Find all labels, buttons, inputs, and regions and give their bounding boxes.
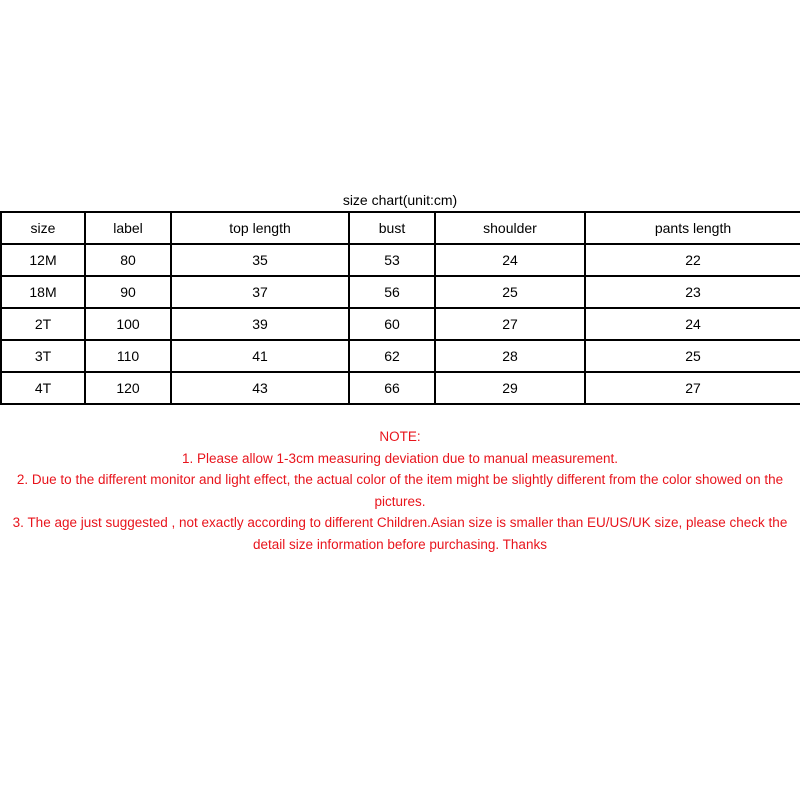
cell-pants-length: 27 (585, 372, 800, 404)
notes-section (0, 426, 800, 555)
cell-top-length: 39 (171, 308, 349, 340)
cell-bust: 53 (349, 244, 435, 276)
cell-shoulder: 25 (435, 276, 585, 308)
cell-pants-length: 22 (585, 244, 800, 276)
cell-label: 90 (85, 276, 171, 308)
column-header-label: label (85, 212, 171, 244)
note-item: 2. Due to the different monitor and light effect, the actual color of the item might be slightly different from the color showed on the pictures. (16, 472, 784, 509)
notes-heading: NOTE: (379, 429, 421, 444)
column-header-top-length: top length (171, 212, 349, 244)
table-title: size chart(unit:cm) (342, 192, 458, 208)
cell-bust: 66 (349, 372, 435, 404)
cell-label: 80 (85, 244, 171, 276)
column-header-pants-length: pants length (585, 212, 800, 244)
size-chart-table (0, 211, 800, 405)
cell-size: 2T (1, 308, 85, 340)
table-row (1, 340, 800, 372)
note-item: 1. Please allow 1-3cm measuring deviation due to manual measurement. (182, 450, 618, 466)
cell-shoulder: 29 (435, 372, 585, 404)
cell-shoulder: 24 (435, 244, 585, 276)
cell-bust: 62 (349, 340, 435, 372)
cell-size: 3T (1, 340, 85, 372)
table-row (1, 276, 800, 308)
cell-bust: 56 (349, 276, 435, 308)
cell-bust: 60 (349, 308, 435, 340)
cell-top-length: 37 (171, 276, 349, 308)
column-header-bust: bust (349, 212, 435, 244)
table-row (1, 308, 800, 340)
cell-pants-length: 25 (585, 340, 800, 372)
cell-pants-length: 24 (585, 308, 800, 340)
cell-shoulder: 27 (435, 308, 585, 340)
cell-top-length: 41 (171, 340, 349, 372)
cell-label: 120 (85, 372, 171, 404)
cell-size: 4T (1, 372, 85, 404)
cell-top-length: 43 (171, 372, 349, 404)
cell-label: 110 (85, 340, 171, 372)
cell-size: 12M (1, 244, 85, 276)
column-header-shoulder: shoulder (435, 212, 585, 244)
table-row (1, 372, 800, 404)
cell-pants-length: 23 (585, 276, 800, 308)
cell-size: 18M (1, 276, 85, 308)
column-header-size: size (1, 212, 85, 244)
note-item: 3. The age just suggested , not exactly according to different Children.Asian size is smaller than EU/US/UK size, please check the detail size information before purchasing. Thanks (12, 515, 788, 552)
table-row (1, 244, 800, 276)
cell-label: 100 (85, 308, 171, 340)
table-header-row (1, 212, 800, 244)
cell-top-length: 35 (171, 244, 349, 276)
cell-shoulder: 28 (435, 340, 585, 372)
